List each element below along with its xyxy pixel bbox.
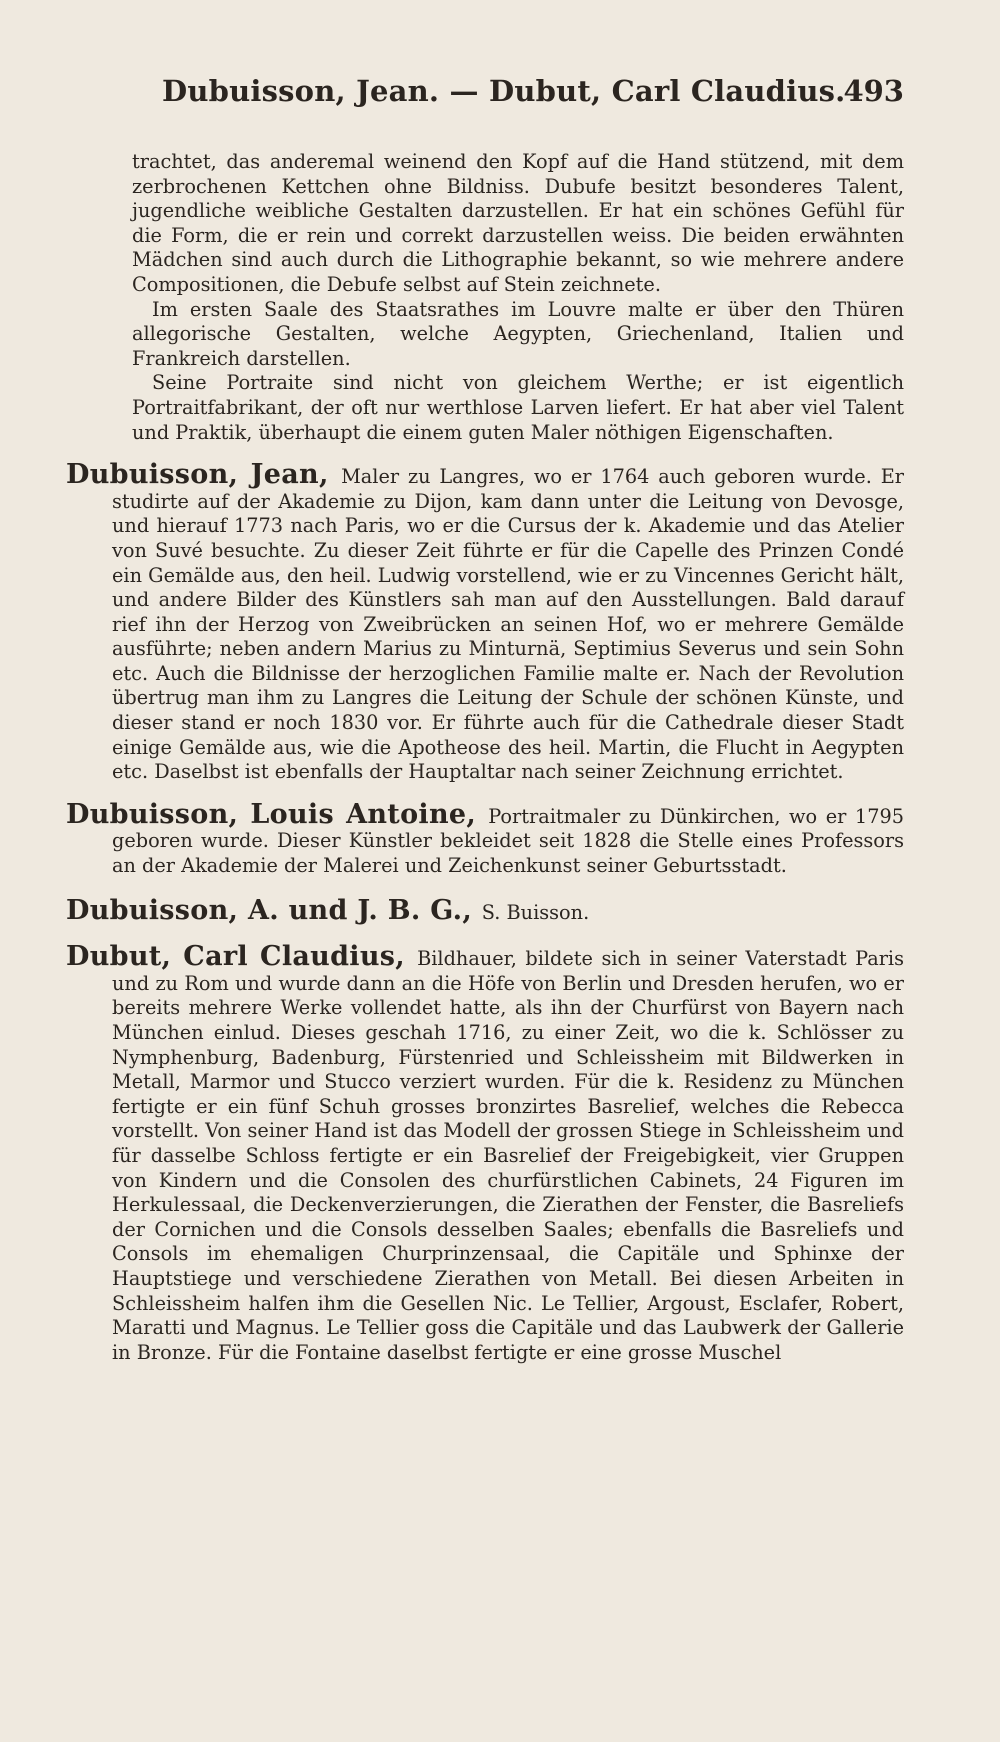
entry-text: Portraitmaler zu Dünkirchen, wo er 1795 geboren wurde. Dieser Künstler bekleidet seit 1828 die Stelle eines Professors an der Akademie der Malerei und Zeichenkunst seiner Geburtsstadt.: [112, 804, 904, 878]
entry-headword: Dubuisson, Jean,: [66, 459, 342, 491]
header-title: Dubuisson, Jean. — Dubut, Carl Claudius.: [162, 74, 846, 108]
running-header: [162, 74, 904, 126]
page-number: 493: [843, 74, 904, 108]
entry-text: Maler zu Langres, wo er 1764 auch geboren wurde. Er studirte auf der Akademie zu Dijon, kam dann unter die Leitung von Devosge, und hierauf 1773 nach Paris, wo er die Cursus der k. Akademie und das Atelier von Suvé besuchte. Zu dieser Zeit führte er für die Capelle des Prinzen Condé ein Gemälde aus, den heil. Ludwig vorstellend, wie er zu Vincennes Gericht hält, und andere Bilder des Künstlers sah man auf den Ausstellungen. Bald darauf rief ihn der Herzog von Zweibrücken an seinen Hof, wo er mehrere Gemälde ausführte; neben andern Marius zu Minturnä, Septimius Severus und sein Sohn etc. Auch die Bildnisse der herzoglichen Familie malte er. Nach der Revolution übertrug man ihm zu Langres die Leitung der Schule der schönen Künste, und dieser stand er noch 1830 vor. Er führte auch für die Cathedrale dieser Stadt einige Gemälde aus, wie die Apotheose des heil. Martin, die Flucht in Aegypten etc. Daselbst ist ebenfalls der Hauptaltar nach seiner Zeichnung errichtet.: [112, 465, 904, 784]
entry-headword: Dubut, Carl Claudius,: [66, 941, 418, 973]
page-body: [66, 150, 904, 1365]
entry-dubut-carl-claudius: [66, 941, 904, 1365]
continuation-block: [66, 150, 904, 445]
entry-headword: Dubuisson, Louis Antoine,: [66, 798, 489, 830]
entry-text: Bildhauer, bildete sich in seiner Vaterstadt Paris und zu Rom und wurde dann an die Höfe von Berlin und Dresden herufen, wo er bereits mehrere Werke vollendet hatte, als ihn der Churfürst von Bayern nach München einlud. Dieses geschah 1716, zu einer Zeit, wo die k. Schlösser zu Nymphenburg, Badenburg, Fürstenried und Schleissheim mit Bildwerken in Metall, Marmor und Stucco verziert wurden. Für die k. Residenz zu München fertigte er ein fünf Schuh grosses bronzirtes Basrelief, welches die Rebecca vorstellt. Von seiner Hand ist das Modell der grossen Stiege in Schleissheim und für dasselbe Schloss fertigte er ein Basrelief der Freigebigkeit, vier Gruppen von Kindern und die Consolen des churfürstlichen Cabinets, 24 Figuren im Herkulessaal, die Deckenverzierungen, die Zierathen der Fenster, die Basreliefs der Cornichen und die Consols desselben Saales; ebenfalls die Basreliefs und Consols im ehemaligen Churprinzensaal, die Capitäle und Sphinxe der Hauptstiege und verschiedene Zierathen von Metall. Bei diesen Arbeiten in Schleissheim halfen ihm die Gesellen Nic. Le Tellier, Argoust, Esclafer, Robert, Maratti und Magnus. Le Tellier goss die Capitäle und das Laubwerk der Gallerie in Bronze. Für die Fontaine daselbst fertigte er eine grosse Muschel: [112, 947, 904, 1364]
entry-dubuisson-jean: [66, 459, 904, 785]
entry-dubuisson-louis-antoine: [66, 798, 904, 879]
continuation-paragraph: Seine Portraite sind nicht von gleichem Werthe; er ist eigentlich Portraitfabrikant, der oft nur werthlose Larven liefert. Er hat aber viel Talent und Praktik, überhaupt die einem guten Maler nöthigen Eigenschaften.: [132, 371, 904, 444]
entry-text: S. Buisson.: [481, 900, 590, 924]
entry-headword: Dubuisson, A. und J. B. G.,: [66, 894, 482, 926]
entry-dubuisson-a-jbg: [66, 894, 904, 926]
continuation-paragraph: trachtet, das anderemal weinend den Kopf auf die Hand stützend, mit dem zerbrochenen Kettchen ohne Bildniss. Dubufe besitzt besonderes Talent, jugendliche weibliche Gestalten darzustellen. Er hat ein schönes Gefühl für die Form, die er rein und correkt darzustellen weiss. Die beiden erwähnten Mädchen sind auch durch die Lithographie bekannt, so wie mehrere andere Compositionen, die Debufe selbst auf Stein zeichnete.: [132, 150, 904, 296]
continuation-paragraph: Im ersten Saale des Staatsrathes im Louvre malte er über den Thüren allegorische Gestalten, welche Aegypten, Griechenland, Italien und Frankreich darstellen.: [132, 297, 904, 370]
